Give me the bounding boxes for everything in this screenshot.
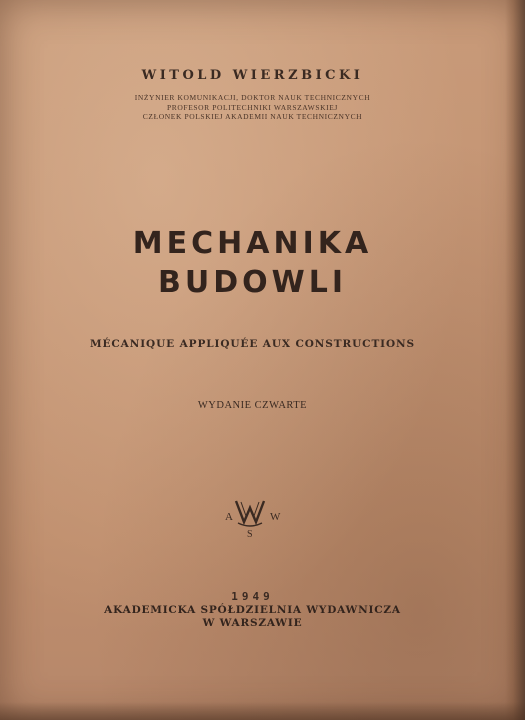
credential-line-3: CZŁONEK POLSKIEJ AKADEMII NAUK TECHNICZNYCH	[142, 112, 363, 121]
title-line-2: BUDOWLI	[157, 265, 347, 300]
publisher-name: AKADEMICKA SPÓŁDZIELNIA WYDAWNICZA	[104, 604, 401, 616]
publisher-logo-icon	[220, 493, 290, 541]
edition-label: WYDANIE CZWARTE	[197, 400, 308, 411]
logo-w-mark	[236, 501, 264, 522]
publisher-block	[0, 604, 505, 630]
logo-letter-bottom: S	[247, 529, 253, 540]
publisher-city: W WARSZAWIE	[202, 617, 303, 629]
book-subtitle: MÉCANIQUE APPLIQUÉE AUX CONSTRUCTIONS	[90, 338, 415, 350]
book-title	[0, 224, 505, 302]
cover-bottom-edge	[0, 702, 525, 720]
cover-right-edge	[505, 0, 525, 720]
title-line-1: MECHANIKA	[132, 226, 373, 261]
author-credentials	[0, 93, 505, 122]
credential-line-2: PROFESOR POLITECHNIKI WARSZAWSKIEJ	[167, 102, 338, 112]
logo-letter-left: A	[225, 511, 233, 523]
logo-letter-right: W	[270, 511, 281, 523]
credential-line-1: INŻYNIER KOMUNIKACJI, DOKTOR NAUK TECHNICZNYCH	[134, 93, 371, 102]
author-name: WITOLD WIERZBICKI	[141, 68, 364, 83]
logo-swash	[238, 523, 262, 526]
publication-year: 1949	[231, 590, 274, 603]
